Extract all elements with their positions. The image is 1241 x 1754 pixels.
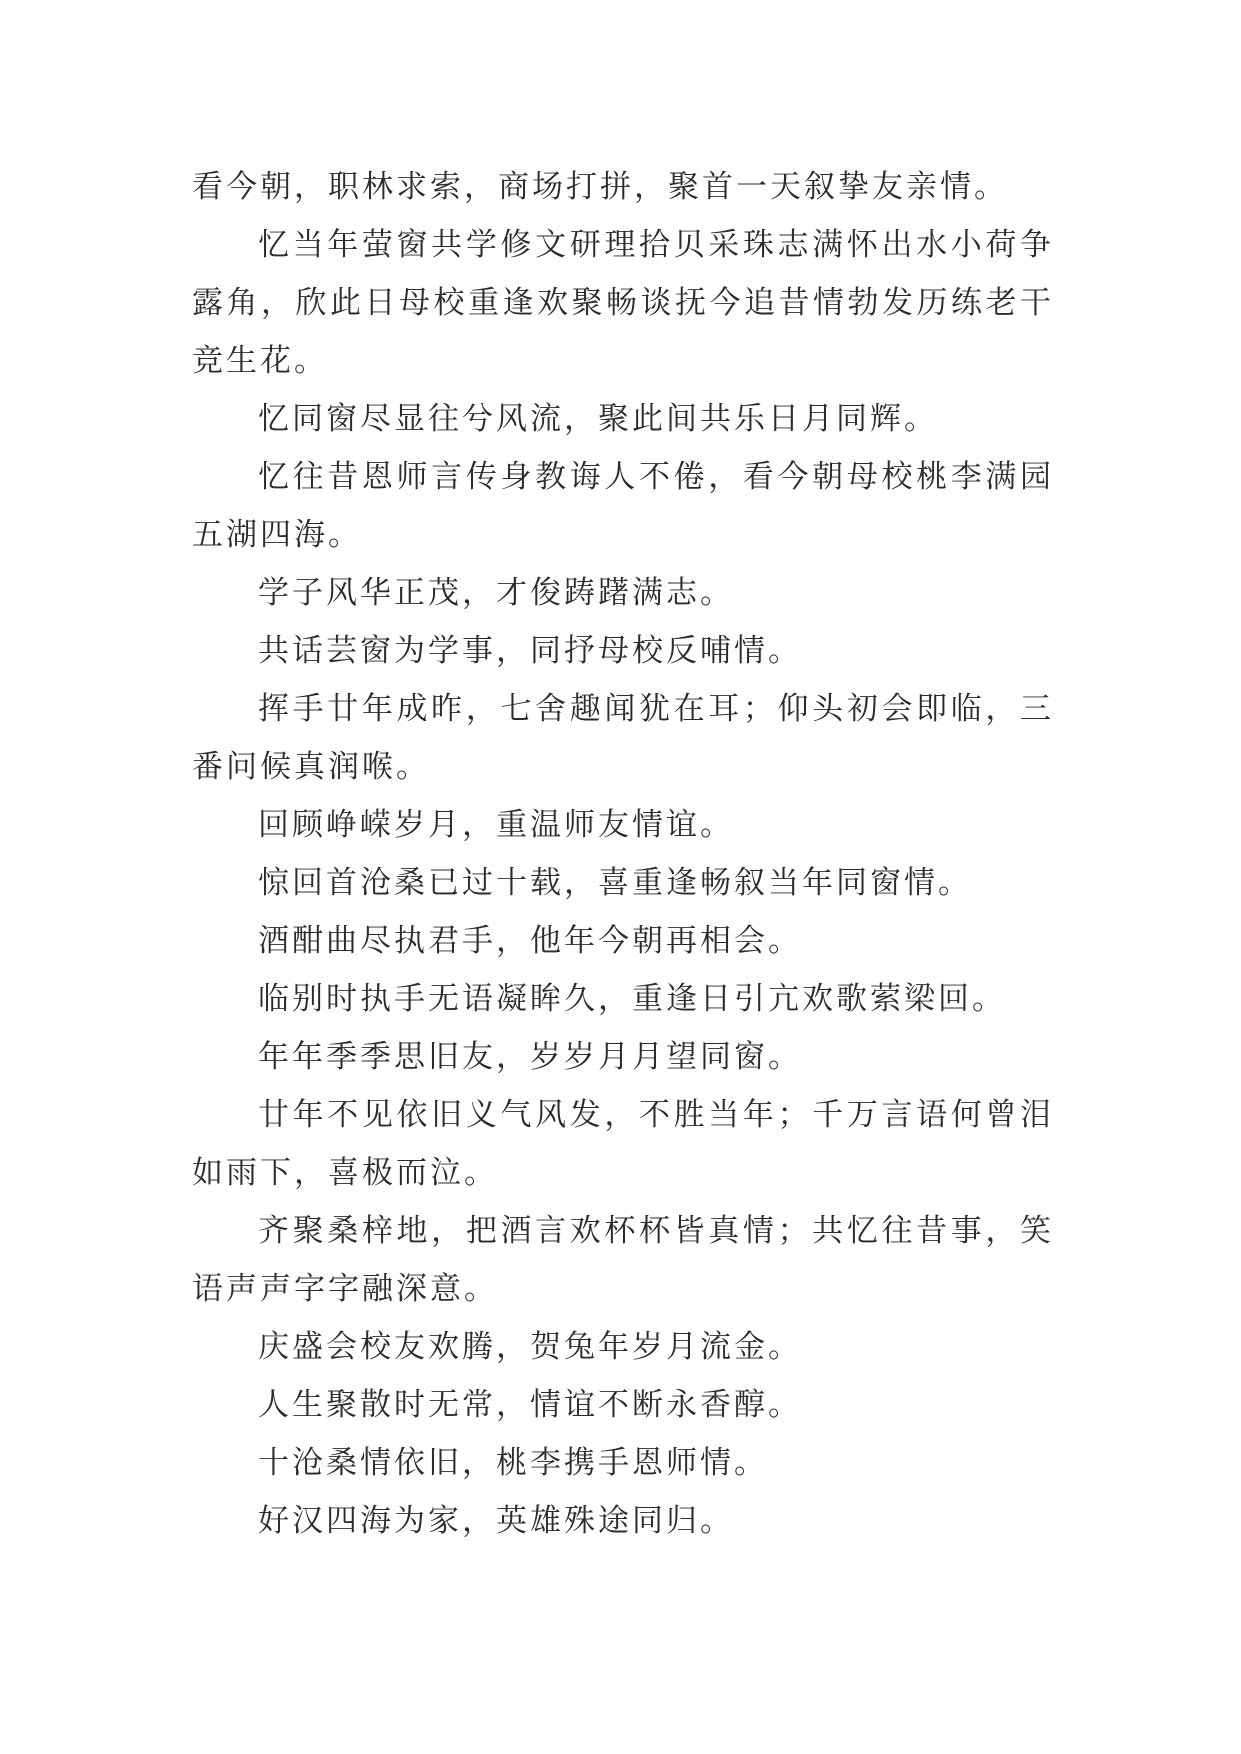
- paragraph: 十沧桑情依旧，桃李携手恩师情。: [258, 1445, 768, 1481]
- paragraph: 学子风华正茂，才俊踌躇满志。: [258, 575, 734, 611]
- paragraph: 酒酣曲尽执君手，他年今朝再相会。: [258, 923, 802, 959]
- paragraph: 齐聚桑梓地，把酒言欢杯杯皆真情；共忆往昔事，笑语声声字字融深意。: [192, 1213, 1054, 1307]
- paragraph: 忆往昔恩师言传身教诲人不倦，看今朝母校桃李满园五湖四海。: [192, 459, 1054, 553]
- paragraph: 廿年不见依旧义气风发，不胜当年；千万言语何曾泪如雨下，喜极而泣。: [192, 1097, 1054, 1191]
- paragraph: 共话芸窗为学事，同抒母校反哺情。: [258, 633, 802, 669]
- paragraph: 临别时执手无语凝眸久，重逢日引亢欢歌萦梁回。: [258, 981, 1006, 1017]
- document-body: [192, 158, 1054, 1550]
- paragraph: 忆当年萤窗共学修文研理拾贝采珠志满怀出水小荷争露角，欣此日母校重逢欢聚畅谈抚今追昔情勃发历练老干竞生花。: [192, 227, 1054, 379]
- paragraph: 人生聚散时无常，情谊不断永香醇。: [258, 1387, 802, 1423]
- paragraph: 好汉四海为家，英雄殊途同归。: [258, 1503, 734, 1539]
- paragraph: 看今朝，职林求索，商场打拼，聚首一天叙挚友亲情。: [192, 169, 1008, 205]
- paragraph: 年年季季思旧友，岁岁月月望同窗。: [258, 1039, 802, 1075]
- paragraph: 惊回首沧桑已过十载，喜重逢畅叙当年同窗情。: [258, 865, 972, 901]
- paragraph: 庆盛会校友欢腾，贺兔年岁月流金。: [258, 1329, 802, 1365]
- paragraph: 忆同窗尽显往兮风流，聚此间共乐日月同辉。: [258, 401, 938, 437]
- paragraph: 挥手廿年成昨，七舍趣闻犹在耳；仰头初会即临，三番问候真润喉。: [192, 691, 1054, 785]
- paragraph: 回顾峥嵘岁月，重温师友情谊。: [258, 807, 734, 843]
